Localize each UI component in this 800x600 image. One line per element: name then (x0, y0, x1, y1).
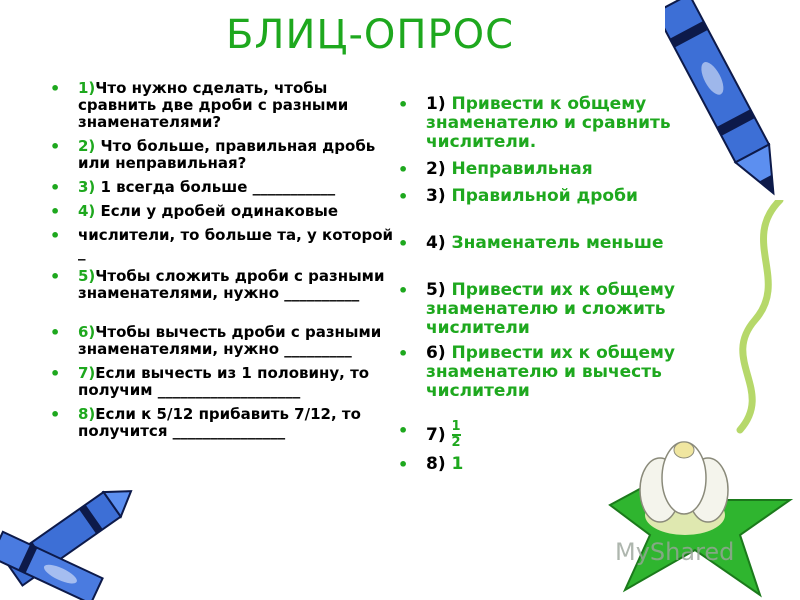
bullet-icon: • (50, 178, 61, 197)
bullet-icon: • (50, 79, 61, 98)
question-5: • 5)Чтобы сложить дроби с разными знаменателями, нужно __________ (50, 267, 385, 302)
bullet-icon: • (50, 323, 61, 342)
bullet-icon: • (50, 137, 61, 156)
watermark: MyShared (615, 538, 735, 566)
bullet-icon: • (398, 160, 409, 179)
answer-8: • 8) 1 (398, 454, 464, 474)
question-7: • 7)Если вычесть из 1 половину, то получим ___________________ (50, 364, 370, 399)
bullet-icon: • (50, 267, 61, 286)
bullet-icon: • (50, 226, 61, 245)
question-3: • 3) 1 всегда больше ___________ (50, 178, 336, 197)
answer-6: • 6) Привести их к общему знаменателю и вычесть числители (398, 343, 675, 401)
page-title: БЛИЦ-ОПРОС (225, 12, 515, 58)
bullet-icon: • (398, 234, 409, 253)
answer-1: • 1) Привести к общему знаменателю и сравнить числители. (398, 94, 671, 152)
answer-7: • $7) \frac{1}{2}$ (398, 419, 461, 450)
bullet-icon: • (398, 344, 409, 363)
answer-3: • 3) Правильной дроби (398, 186, 638, 206)
questions-list (50, 80, 395, 447)
crayons-bottom-left-icon (0, 480, 150, 600)
answer-2: • 2) Неправильная (398, 159, 593, 179)
bullet-icon: • (50, 405, 61, 424)
question-6: • 6)Чтобы вычесть дроби с разными знаменателями, нужно _________ (50, 323, 382, 358)
fraction-one-half: $\frac{1}{2}$ (451, 419, 461, 450)
question-1: • 1)Что нужно сделать, чтобы сравнить две дроби с разными знаменателями? (50, 79, 349, 131)
bullet-icon: • (398, 421, 409, 440)
bullet-icon: • (398, 95, 409, 114)
bullet-icon: • (50, 364, 61, 383)
question-4: • 4) Если у дробей одинаковые (50, 202, 339, 221)
answer-4: • 4) Знаменатель меньше (398, 233, 664, 253)
crayon-top-right-icon (665, 0, 800, 200)
answer-5: • 5) Привести их к общему знаменателю и сложить числители (398, 280, 675, 338)
bullet-icon: • (398, 187, 409, 206)
bullet-icon: • (398, 455, 409, 474)
question-4-continued: • числители, то больше та, у которой _ (50, 226, 394, 261)
bullet-icon: • (398, 281, 409, 300)
bullet-icon: • (50, 202, 61, 221)
question-8: • 8)Если к 5/12 прибавить 7/12, то получится _______________ (50, 405, 361, 440)
question-2: • 2) Что больше, правильная дробь или неправильная? (50, 137, 376, 172)
